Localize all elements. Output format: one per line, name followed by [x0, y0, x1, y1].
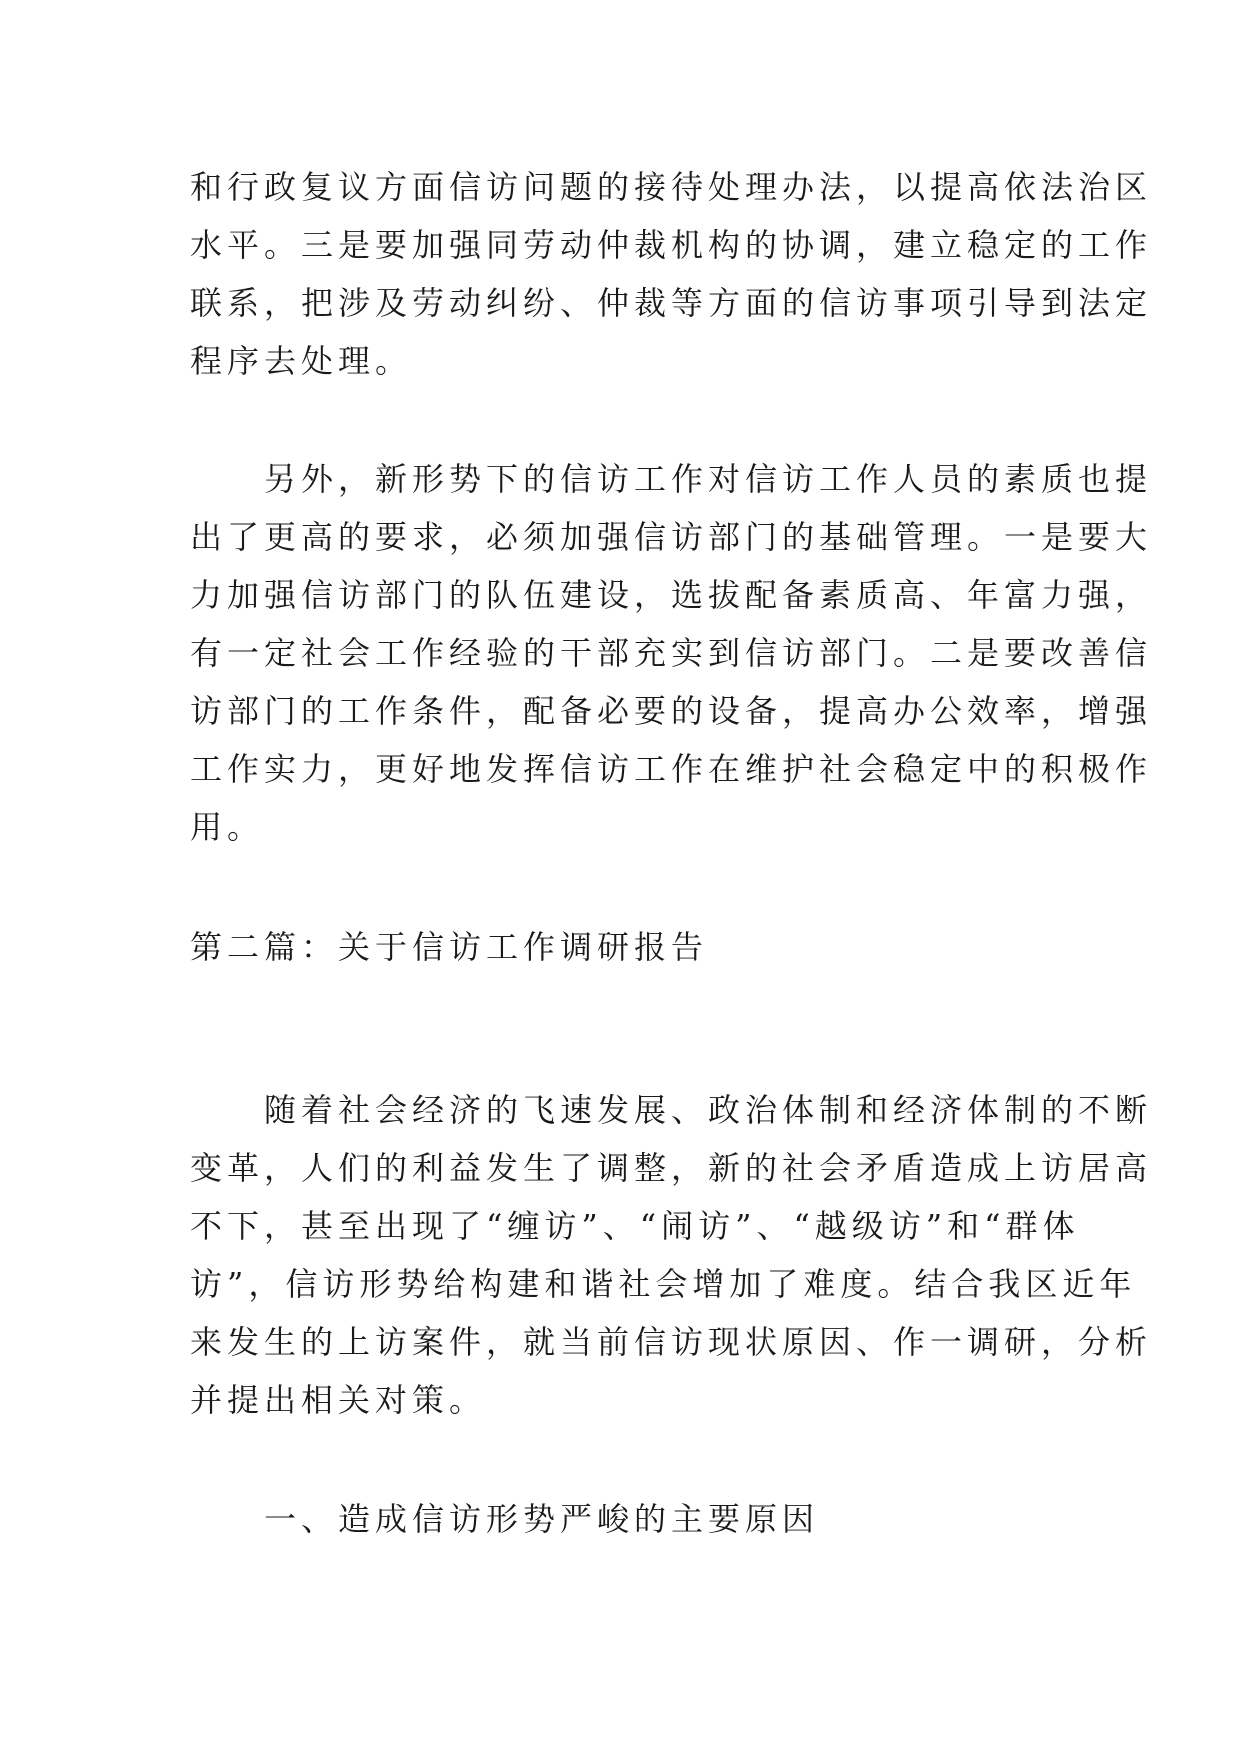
paragraph-line: 用。 [190, 808, 265, 846]
paragraph-line: 随着社会经济的飞速发展、政治体制和经济体制的不断 [190, 1091, 1153, 1129]
paragraph-line: 变革，人们的利益发生了调整，新的社会矛盾造成上访居高 [190, 1149, 1153, 1187]
paragraph-line: 另外，新形势下的信访工作对信访工作人员的素质也提 [190, 460, 1153, 498]
paragraph-line: 联系，把涉及劳动纠纷、仲裁等方面的信访事项引导到法定 [190, 284, 1153, 322]
paragraph-line: 和行政复议方面信访问题的接待处理办法，以提高依法治区 [190, 168, 1153, 206]
paragraph-line: 来发生的上访案件，就当前信访现状原因、作一调研，分析 [190, 1323, 1153, 1361]
paragraph-line: 工作实力，更好地发挥信访工作在维护社会稳定中的积极作 [190, 750, 1153, 788]
paragraph-1 [190, 158, 1153, 390]
paragraph-line: 有一定社会工作经验的干部充实到信访部门。二是要改善信 [190, 634, 1153, 672]
paragraph-2 [190, 450, 1153, 856]
paragraph-line: 出了更高的要求，必须加强信访部门的基础管理。一是要大 [190, 518, 1153, 556]
paragraph-line: 程序去处理。 [190, 342, 413, 380]
article-heading [190, 918, 1050, 976]
section-heading-text: 一、造成信访形势严峻的主要原因 [190, 1500, 820, 1538]
paragraph-line: 并提出相关对策。 [190, 1381, 487, 1419]
paragraph-line: 访”，信访形势给构建和谐社会增加了难度。结合我区近年 [190, 1265, 1137, 1303]
paragraph-line: 水平。三是要加强同劳动仲裁机构的协调，建立稳定的工作 [190, 226, 1153, 264]
paragraph-line: 访部门的工作条件，配备必要的设备，提高办公效率，增强 [190, 692, 1153, 730]
paragraph-line: 力加强信访部门的队伍建设，选拔配备素质高、年富力强， [190, 576, 1153, 614]
paragraph-line: 不下，甚至出现了“缠访”、“闹访”、“越级访”和“群体 [190, 1207, 1080, 1245]
section-heading [190, 1490, 1050, 1548]
paragraph-3 [190, 1081, 1153, 1429]
article-heading-text: 第二篇：关于信访工作调研报告 [190, 928, 709, 966]
